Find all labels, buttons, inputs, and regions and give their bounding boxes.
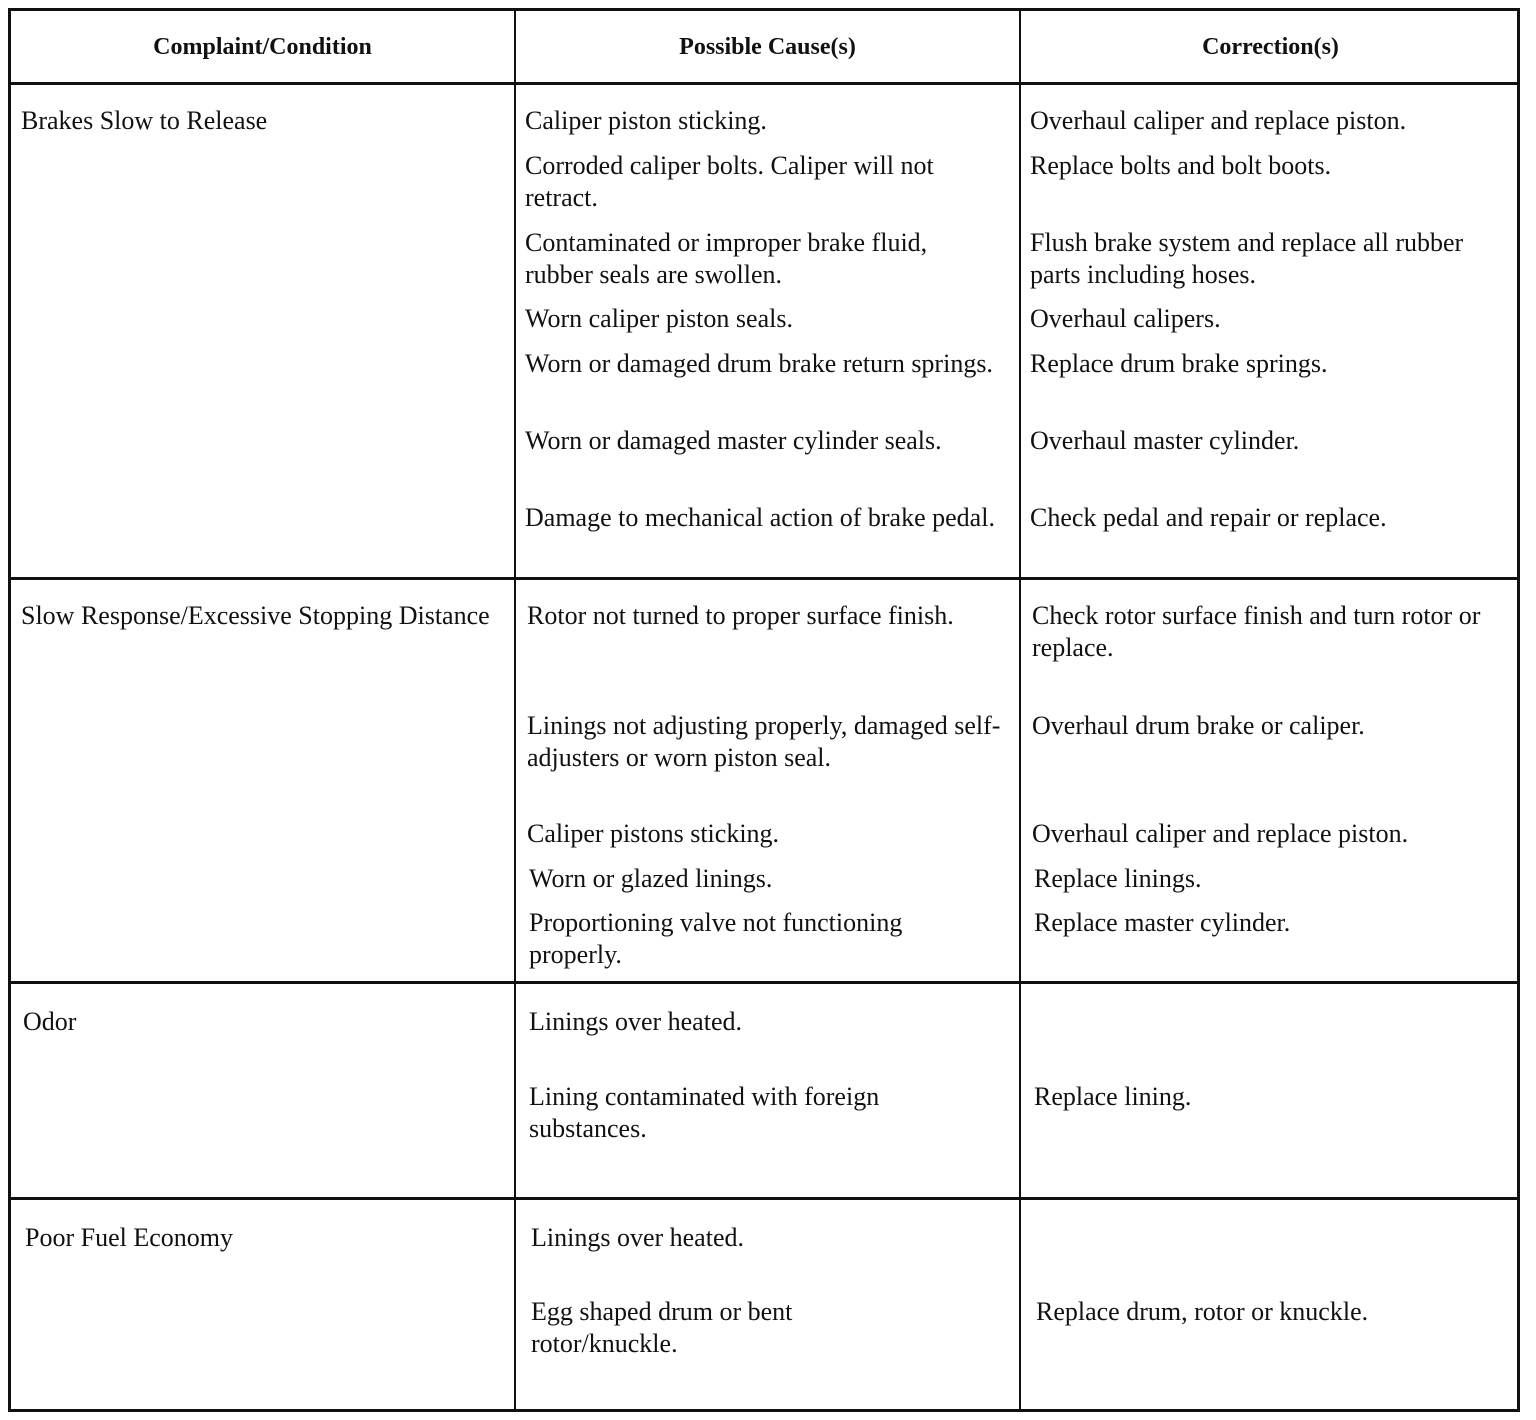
cause: Egg shaped drum or bent rotor/knuckle.	[531, 1297, 793, 1358]
cause: Damage to mechanical action of brake pedal.	[525, 503, 995, 532]
cause: Worn or damaged drum brake return springs.	[525, 349, 993, 378]
condition-slow-response: Slow Response/Excessive Stopping Distance	[21, 601, 490, 630]
condition-odor: Odor	[23, 1007, 77, 1036]
cause: Worn or damaged master cylinder seals.	[525, 426, 942, 455]
cause: Caliper pistons sticking.	[527, 819, 780, 848]
cause: Lining contaminated with foreign substances.	[529, 1082, 880, 1143]
correction: Overhaul calipers.	[1030, 304, 1221, 333]
correction: Check pedal and repair or replace.	[1030, 503, 1387, 532]
correction: Replace master cylinder.	[1034, 908, 1291, 937]
cause: Worn caliper piston seals.	[525, 304, 793, 333]
correction: Replace bolts and bolt boots.	[1030, 151, 1332, 180]
cause: Corroded caliper bolts. Caliper will not retract.	[525, 151, 934, 212]
cause: Linings over heated.	[529, 1007, 742, 1036]
cause: Rotor not turned to proper surface finish.	[527, 601, 954, 630]
correction: Overhaul caliper and replace piston.	[1032, 819, 1409, 848]
correction: Flush brake system and replace all rubber parts including hoses.	[1030, 228, 1464, 289]
header-correction: Correction(s)	[1202, 33, 1339, 60]
correction: Replace linings.	[1034, 864, 1202, 893]
correction: Overhaul master cylinder.	[1030, 426, 1300, 455]
cause: Caliper piston sticking.	[525, 106, 767, 135]
row-divider	[11, 981, 1517, 984]
troubleshooting-table	[8, 8, 1520, 1412]
correction: Replace drum brake springs.	[1030, 349, 1328, 378]
correction: Overhaul drum brake or caliper.	[1032, 711, 1365, 740]
header-complaint: Complaint/Condition	[153, 33, 372, 60]
correction: Overhaul caliper and replace piston.	[1030, 106, 1407, 135]
condition-brakes-slow-release: Brakes Slow to Release	[21, 106, 268, 135]
row-divider	[11, 577, 1517, 580]
cause: Proportioning valve not functioning properly.	[529, 908, 903, 969]
cause: Contaminated or improper brake fluid, rubber seals are swollen.	[525, 228, 928, 289]
cause: Linings not adjusting properly, damaged self-adjusters or worn piston seal.	[527, 711, 1001, 772]
header-cause: Possible Cause(s)	[679, 33, 856, 60]
correction: Check rotor surface finish and turn rotor or replace.	[1032, 601, 1481, 662]
condition-poor-fuel-economy: Poor Fuel Economy	[25, 1223, 233, 1252]
correction: Replace drum, rotor or knuckle.	[1036, 1297, 1369, 1326]
cause: Linings over heated.	[531, 1223, 744, 1252]
row-divider	[11, 1197, 1517, 1200]
correction: Replace lining.	[1034, 1082, 1192, 1111]
cause: Worn or glazed linings.	[529, 864, 773, 893]
